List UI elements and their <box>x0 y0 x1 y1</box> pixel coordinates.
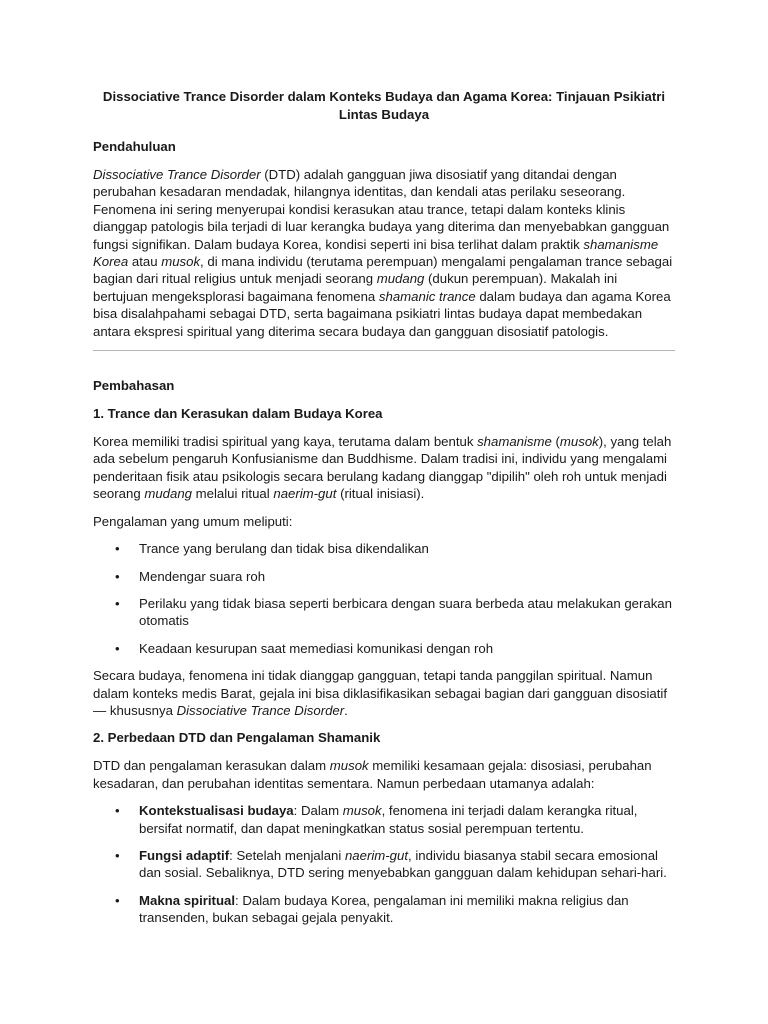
bullet-icon: • <box>115 640 120 656</box>
section-2-heading: 2. Perbedaan DTD dan Pengalaman Shamanik <box>93 730 381 746</box>
bold-text: Fungsi adaptif <box>139 847 230 863</box>
bullet-icon: • <box>115 541 120 557</box>
text-run: : Setelah menjalani <box>229 847 345 863</box>
italic-text: mudang <box>144 486 192 502</box>
bullet-icon: • <box>115 595 120 611</box>
text-run: melalui ritual <box>192 486 274 502</box>
text-run: (dukun perempuan). Makalah ini bertujuan mengeksplorasi bagaimana fenomena <box>93 271 618 304</box>
list-item <box>93 540 675 557</box>
italic-text: mudang <box>376 271 425 287</box>
bullet-icon: • <box>115 803 120 819</box>
list-item-text: Trance yang berulang dan tidak bisa dikendalikan <box>139 541 429 557</box>
text-run: memiliki kesamaan gejala: disosiasi, perubahan kesadaran, dan perubahan identitas sementara. Namun perbedaan utamanya adalah: <box>93 758 652 791</box>
section-1-heading: 1. Trance dan Kerasukan dalam Budaya Korea <box>93 406 383 422</box>
text-run: atau <box>128 254 162 270</box>
text-run: , individu biasanya stabil secara emosional dan sosial. Sebaliknya, DTD sering menyebabkan gangguan dalam kehidupan sehari-hari. <box>139 847 667 881</box>
text-run: (DTD) adalah gangguan jiwa disosiatif yang ditandai dengan perubahan kesadaran mendadak, hilangnya identitas, dan kendali atas perilaku seseorang. Fenomena ini sering menyerupai kondisi kerasukan atau trance, tetapi dalam konteks klinis dianggap patologis bila terjadi di luar kerangka budaya yang diterima dan menyebabkan gangguan fungsi signifikan. Dalam budaya Korea, kondisi seperti ini bisa terlihat dalam praktik <box>93 167 670 252</box>
italic-text: shamanic trance <box>378 288 476 304</box>
italic-text: shamanisme <box>477 434 552 450</box>
list-item-text: Mendengar suara roh <box>139 568 266 584</box>
text-run: DTD dan pengalaman kerasukan dalam <box>93 758 330 774</box>
list-item-text: Keadaan kesurupan saat memediasi komunikasi dengan roh <box>139 640 494 656</box>
bullet-icon: • <box>115 892 120 908</box>
intro-heading: Pendahuluan <box>93 139 176 154</box>
text-run: dalam budaya dan agama Korea bisa disalahpahami sebagai DTD, serta bagaimana psikiatri lintas budaya dapat membedakan antara ekspresi spiritual yang diterima secara budaya dan gangguan disosiatif patologis. <box>93 288 671 339</box>
text-run: . <box>344 702 348 718</box>
bullet-icon: • <box>115 568 120 584</box>
text-run: : Dalam budaya Korea, pengalaman ini memiliki makna religius dan transenden, bukan sebagai gejala penyakit. <box>139 892 629 926</box>
italic-text: musok <box>161 254 201 270</box>
italic-text: shamanisme Korea <box>93 236 659 270</box>
italic-text: naerim-gut <box>273 486 337 502</box>
italic-text: Dissociative Trance Disorder <box>93 167 261 182</box>
list-item <box>93 892 675 927</box>
text-run: , di mana individu (terutama perempuan) mengalami pengalaman trance sebagai bagian dari ritual religius untuk menjadi seorang <box>93 254 673 287</box>
discussion-heading: Pembahasan <box>93 378 175 394</box>
bold-text: Makna spiritual <box>139 892 236 908</box>
experience-list <box>93 540 675 657</box>
section-2-paragraph-1 <box>93 757 675 792</box>
list-item <box>93 595 675 630</box>
text-run: , fenomena ini terjadi dalam kerangka ritual, bersifat normatif, dan dapat meningkatkan status sosial perempuan tertentu. <box>139 803 638 836</box>
section-1-paragraph-2: Pengalaman yang umum meliputi: <box>93 513 293 529</box>
list-item <box>93 568 675 585</box>
section-1-paragraph-1 <box>93 433 675 503</box>
section-1-paragraph-3 <box>93 667 675 719</box>
list-item <box>93 640 675 657</box>
italic-text: musok <box>342 803 382 819</box>
text-run: : Dalam <box>293 803 343 819</box>
text-run: ), yang telah ada sebelum pengaruh Konfusianisme dan Buddhisme. Dalam tradisi ini, individu yang mengalami penderitaan fisik atau psikologis secara berulang kadang dianggap "dipilih" oleh roh untuk menjadi seorang <box>93 434 672 502</box>
list-item-text <box>139 893 629 925</box>
bold-text: Kontekstualisasi budaya <box>139 803 294 819</box>
section-divider <box>93 350 675 351</box>
text-run: ( <box>551 434 560 450</box>
text-run: Korea memiliki tradisi spiritual yang kaya, terutama dalam bentuk <box>93 434 478 450</box>
italic-text: Dissociative Trance Disorder <box>176 702 345 718</box>
text-run: Secara budaya, fenomena ini tidak dianggap gangguan, tetapi tanda panggilan spiritual. Namun dalam konteks medis Barat, gejala ini bisa diklasifikasikan sebagai bagian dari gangguan disosiatif — khususnya <box>93 668 667 718</box>
list-item-text <box>139 848 667 880</box>
text-run: (ritual inisiasi). <box>336 486 425 502</box>
italic-text: musok <box>559 434 599 450</box>
difference-list <box>93 802 675 926</box>
intro-paragraph <box>93 166 675 340</box>
italic-text: naerim-gut <box>344 847 409 863</box>
bullet-icon: • <box>115 847 120 863</box>
list-item <box>93 847 675 882</box>
list-item-text: Perilaku yang tidak biasa seperti berbicara dengan suara berbeda atau melakukan gerakan otomatis <box>139 595 672 629</box>
list-item <box>93 802 675 837</box>
document-title: Dissociative Trance Disorder dalam Konteks Budaya dan Agama Korea: Tinjauan Psikiatri Lintas Budaya <box>102 89 666 122</box>
italic-text: musok <box>329 758 369 774</box>
list-item-text <box>139 803 637 835</box>
